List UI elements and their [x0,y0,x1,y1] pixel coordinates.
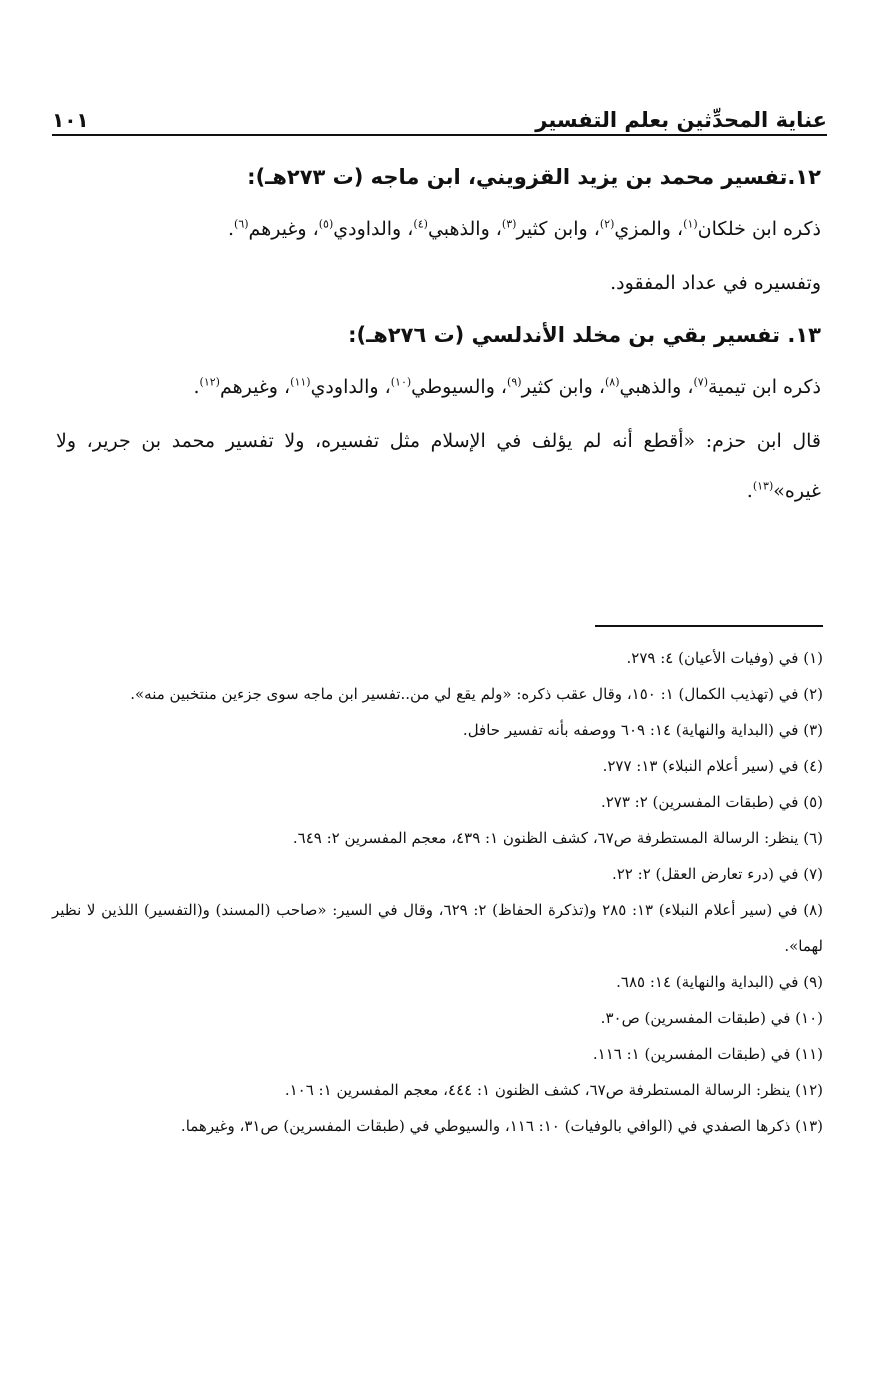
footnote-item: (٩) في (البداية والنهاية) ١٤: ٦٨٥. [616,973,823,991]
footnote-item: (١٣) ذكرها الصفدي في (الوافي بالوفيات) ١٠: ١١٦، والسيوطي في (طبقات المفسرين) ص٣١، وغيرهما. [180,1117,823,1135]
footnote-item: (٦) ينظر: الرسالة المستطرفة ص٦٧، كشف الظنون ١: ٤٣٩، معجم المفسرين ٢: ٦٤٩. [292,829,823,847]
footnote-ref[interactable]: (٧) [693,375,708,389]
footnote-item: (١٢) ينظر: الرسالة المستطرفة ص٦٧، كشف الظنون ١: ٤٤٤، معجم المفسرين ١: ١٠٦. [284,1081,823,1099]
footnote-item: (٤) في (سير أعلام النبلاء) ١٣: ٢٧٧. [602,757,823,775]
footnote-item: (٣) في (البداية والنهاية) ١٤: ٦٠٩ ووصفه بأنه تفسير حافل. [462,721,823,739]
footnote-item: (١٠) في (طبقات المفسرين) ص٣٠. [600,1009,823,1027]
footnote-ref[interactable]: (٩) [507,375,522,389]
footnote-ref[interactable]: (٣) [501,217,517,231]
footnote-item: (١١) في (طبقات المفسرين) ١: ١١٦. [592,1045,823,1063]
running-title: عناية المحدِّثين بعلم التفسير [535,108,827,132]
footnote-ref[interactable]: (٦) [234,217,249,231]
footnote-item: (١) في (وفيات الأعيان) ٤: ٢٧٩. [626,649,823,667]
footnote-separator [595,625,823,627]
footnote-ref[interactable]: (٢) [599,217,615,231]
footnote-item: (٢) في (تهذيب الكمال) ١: ١٥٠، وقال عقب ذكره: «ولم يقع لي من..تفسير ابن ماجه سوى جزءين منتخبين منه». [130,685,823,703]
mentions-paragraph-12: ذكره ابن خلكان$^{(١)}$، والمزي$^{(٢)}$، وابن كثير$^{(٣)}$، والذهبي$^{(٤)}$، والداودي$^{(٥)}$، وغيرهم$^{(٦)}$. [227,217,821,240]
section-heading-12: ١٢.تفسير محمد بن يزيد القزويني، ابن ماجه (ت ٢٧٣هـ): [247,165,821,189]
footnote-ref[interactable]: (١) [683,217,698,231]
footnote-item: (٥) في (طبقات المفسرين) ٢: ٢٧٣. [600,793,823,811]
footnote-ref[interactable]: (٨) [604,375,620,389]
running-header [52,98,827,136]
footnotes [52,640,823,1144]
footnote-item: (٧) في (درء تعارض العقل) ٢: ٢٢. [611,865,823,883]
footnote-ref[interactable]: (١٢) [199,375,220,389]
section-heading-13: ١٣. تفسير بقي بن مخلد الأندلسي (ت ٢٧٦هـ): [348,323,821,347]
footnote-ref[interactable]: (١٠) [390,375,412,389]
main-text [56,150,821,516]
lost-note: وتفسيره في عداد المفقود. [610,272,821,294]
footnote-ref[interactable]: (١٣) [752,479,774,493]
mentions-paragraph-13: ذكره ابن تيمية$^{(٧)}$، والذهبي$^{(٨)}$، وابن كثير$^{(٩)}$، والسيوطي$^{(١٠)}$، والداودي$^{(١١)}$، وغيرهم$^{(١٢)}$. [193,375,821,398]
footnote-ref[interactable]: (٥) [318,217,334,231]
ibn-hazm-quote: قال ابن حزم: «أقطع أنه لم يؤلف في الإسلام مثل تفسيره، ولا تفسير محمد بن جرير، ولا غيره»$^{(١٣)}$. [56,430,821,502]
footnote-item: (٨) في (سير أعلام النبلاء) ١٣: ٢٨٥ و(تذكرة الحفاظ) ٢: ٦٢٩، وقال في السير: «صاحب (المسند) و(التفسير) اللذين لا نظير لهما». [52,901,824,955]
footnote-ref[interactable]: (١١) [290,375,311,389]
footnote-ref[interactable]: (٤) [413,217,428,231]
page-number: ١٠١ [52,108,89,132]
